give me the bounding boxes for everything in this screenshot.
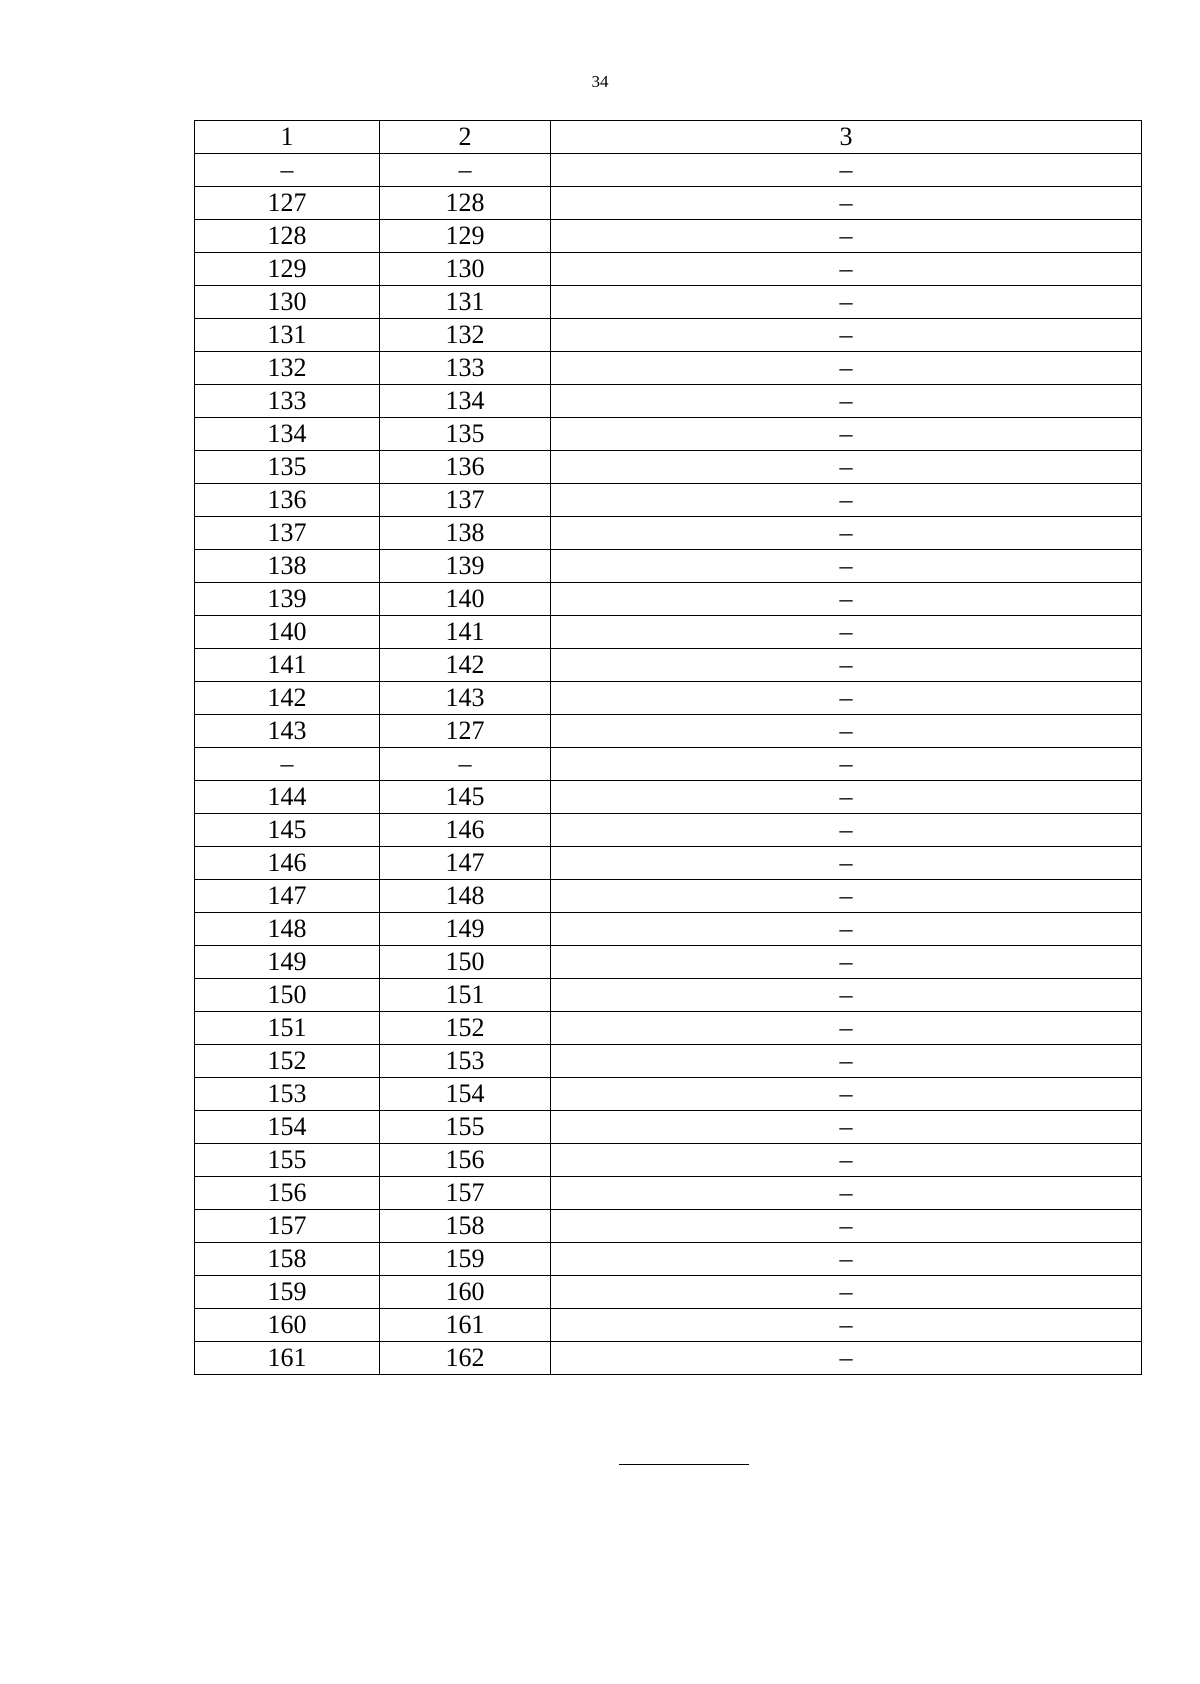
table-cell-col-1: 139 <box>195 583 380 616</box>
table-row <box>195 187 1142 220</box>
data-table <box>194 120 1142 1375</box>
table-cell-col-2: 160 <box>380 1276 551 1309</box>
table-cell-col-3: – <box>551 1276 1142 1309</box>
table-row <box>195 1243 1142 1276</box>
table-cell-col-2: 141 <box>380 616 551 649</box>
table-row <box>195 1177 1142 1210</box>
table-cell-col-2: 150 <box>380 946 551 979</box>
table-row <box>195 1210 1142 1243</box>
table-cell-col-2: 128 <box>380 187 551 220</box>
table-cell-col-1: 160 <box>195 1309 380 1342</box>
table-cell-col-3: – <box>551 616 1142 649</box>
table-row <box>195 451 1142 484</box>
table-cell-col-3: – <box>551 253 1142 286</box>
table-cell-col-3: – <box>551 1111 1142 1144</box>
table-cell-col-3: – <box>551 418 1142 451</box>
table-cell-col-3: – <box>551 187 1142 220</box>
table-cell-col-1: 136 <box>195 484 380 517</box>
table-cell-col-2: 155 <box>380 1111 551 1144</box>
table-cell-col-1: 129 <box>195 253 380 286</box>
table-cell-col-2: 151 <box>380 979 551 1012</box>
table-row <box>195 748 1142 781</box>
table-cell-col-1: 146 <box>195 847 380 880</box>
table-cell-col-2: 161 <box>380 1309 551 1342</box>
table-cell-col-1: 157 <box>195 1210 380 1243</box>
column-header-1: 1 <box>195 121 380 154</box>
table-cell-col-1: 142 <box>195 682 380 715</box>
table-cell-col-2: 143 <box>380 682 551 715</box>
table-cell-col-1: 134 <box>195 418 380 451</box>
table-cell-col-2: 133 <box>380 352 551 385</box>
table-cell-col-3: – <box>551 913 1142 946</box>
table-row <box>195 781 1142 814</box>
table-cell-col-3: – <box>551 1243 1142 1276</box>
table-cell-col-2: 152 <box>380 1012 551 1045</box>
table-cell-col-3: – <box>551 154 1142 187</box>
table-cell-col-3: – <box>551 517 1142 550</box>
table-cell-col-2: 156 <box>380 1144 551 1177</box>
table-cell-col-2: 138 <box>380 517 551 550</box>
table-cell-col-2: 136 <box>380 451 551 484</box>
table-cell-col-3: – <box>551 946 1142 979</box>
table-row <box>195 1078 1142 1111</box>
table-row <box>195 286 1142 319</box>
table-row <box>195 1276 1142 1309</box>
table-cell-col-2: 135 <box>380 418 551 451</box>
table-cell-col-1: 152 <box>195 1045 380 1078</box>
table-cell-col-1: 150 <box>195 979 380 1012</box>
table-cell-col-3: – <box>551 550 1142 583</box>
table-row <box>195 352 1142 385</box>
table-cell-col-3: – <box>551 748 1142 781</box>
table-cell-col-3: – <box>551 814 1142 847</box>
table-cell-col-2: 159 <box>380 1243 551 1276</box>
table-cell-col-1: 141 <box>195 649 380 682</box>
table-cell-col-2: 158 <box>380 1210 551 1243</box>
table-row <box>195 220 1142 253</box>
table-cell-col-3: – <box>551 781 1142 814</box>
table-cell-col-1: 154 <box>195 1111 380 1144</box>
table-cell-col-3: – <box>551 583 1142 616</box>
table-cell-col-3: – <box>551 319 1142 352</box>
table-row <box>195 1144 1142 1177</box>
table-cell-col-2: 148 <box>380 880 551 913</box>
table-cell-col-3: – <box>551 451 1142 484</box>
table-row <box>195 913 1142 946</box>
table-row <box>195 484 1142 517</box>
table-cell-col-3: – <box>551 1177 1142 1210</box>
table-cell-col-2: 153 <box>380 1045 551 1078</box>
table-cell-col-2: 134 <box>380 385 551 418</box>
table-cell-col-2: 139 <box>380 550 551 583</box>
table-row <box>195 154 1142 187</box>
table-cell-col-1: 158 <box>195 1243 380 1276</box>
table-cell-col-1: 131 <box>195 319 380 352</box>
column-header-2: 2 <box>380 121 551 154</box>
table-cell-col-1: 138 <box>195 550 380 583</box>
table-cell-col-1: 149 <box>195 946 380 979</box>
table-row <box>195 1309 1142 1342</box>
table-cell-col-3: – <box>551 352 1142 385</box>
table-cell-col-2: – <box>380 154 551 187</box>
table-cell-col-1: – <box>195 154 380 187</box>
table-cell-col-1: 159 <box>195 1276 380 1309</box>
table-cell-col-3: – <box>551 847 1142 880</box>
table-row <box>195 715 1142 748</box>
table-cell-col-2: 132 <box>380 319 551 352</box>
table-cell-col-3: – <box>551 682 1142 715</box>
table-cell-col-3: – <box>551 1078 1142 1111</box>
table-cell-col-2: 131 <box>380 286 551 319</box>
table-cell-col-3: – <box>551 715 1142 748</box>
table-row <box>195 253 1142 286</box>
table-cell-col-2: 147 <box>380 847 551 880</box>
table-row <box>195 517 1142 550</box>
table-cell-col-1: 130 <box>195 286 380 319</box>
table-row <box>195 1012 1142 1045</box>
table-cell-col-2: 127 <box>380 715 551 748</box>
table-cell-col-1: 132 <box>195 352 380 385</box>
table-cell-col-2: 140 <box>380 583 551 616</box>
table-cell-col-1: – <box>195 748 380 781</box>
table-cell-col-1: 143 <box>195 715 380 748</box>
table-cell-col-3: – <box>551 1309 1142 1342</box>
table-cell-col-3: – <box>551 1342 1142 1375</box>
page-number: 34 <box>591 72 609 91</box>
end-of-page-rule <box>619 1464 749 1465</box>
table-row <box>195 1342 1142 1375</box>
table-row <box>195 979 1142 1012</box>
table-row <box>195 1111 1142 1144</box>
table-row <box>195 880 1142 913</box>
table-cell-col-3: – <box>551 1045 1142 1078</box>
table-cell-col-2: 146 <box>380 814 551 847</box>
table-row <box>195 319 1142 352</box>
table-row <box>195 616 1142 649</box>
table-cell-col-2: 142 <box>380 649 551 682</box>
table-cell-col-1: 161 <box>195 1342 380 1375</box>
table-cell-col-1: 133 <box>195 385 380 418</box>
table-cell-col-2: 137 <box>380 484 551 517</box>
table-cell-col-1: 128 <box>195 220 380 253</box>
table-row <box>195 385 1142 418</box>
table-cell-col-1: 148 <box>195 913 380 946</box>
table-row <box>195 418 1142 451</box>
table-cell-col-1: 140 <box>195 616 380 649</box>
table-cell-col-2: 162 <box>380 1342 551 1375</box>
table-cell-col-1: 156 <box>195 1177 380 1210</box>
table-row <box>195 847 1142 880</box>
table-row <box>195 583 1142 616</box>
column-header-3: 3 <box>551 121 1142 154</box>
table-row <box>195 814 1142 847</box>
table-cell-col-3: – <box>551 1012 1142 1045</box>
table-cell-col-1: 137 <box>195 517 380 550</box>
table-row <box>195 682 1142 715</box>
table-cell-col-1: 144 <box>195 781 380 814</box>
table-header-row <box>195 121 1142 154</box>
table-cell-col-3: – <box>551 1210 1142 1243</box>
table-cell-col-1: 145 <box>195 814 380 847</box>
table-cell-col-3: – <box>551 385 1142 418</box>
table-cell-col-3: – <box>551 286 1142 319</box>
table-cell-col-1: 127 <box>195 187 380 220</box>
table-cell-col-2: 129 <box>380 220 551 253</box>
table-row <box>195 649 1142 682</box>
table-cell-col-3: – <box>551 484 1142 517</box>
table-cell-col-1: 153 <box>195 1078 380 1111</box>
table-cell-col-1: 135 <box>195 451 380 484</box>
table-cell-col-2: – <box>380 748 551 781</box>
table-cell-col-2: 130 <box>380 253 551 286</box>
table-cell-col-1: 147 <box>195 880 380 913</box>
table-row <box>195 946 1142 979</box>
table-cell-col-2: 157 <box>380 1177 551 1210</box>
table-cell-col-2: 154 <box>380 1078 551 1111</box>
table-cell-col-3: – <box>551 979 1142 1012</box>
table-row <box>195 1045 1142 1078</box>
table-body <box>195 154 1142 1375</box>
table-cell-col-3: – <box>551 220 1142 253</box>
table-cell-col-3: – <box>551 649 1142 682</box>
table-cell-col-1: 155 <box>195 1144 380 1177</box>
table-cell-col-2: 149 <box>380 913 551 946</box>
table-row <box>195 550 1142 583</box>
table-cell-col-3: – <box>551 880 1142 913</box>
table-cell-col-2: 145 <box>380 781 551 814</box>
table-cell-col-3: – <box>551 1144 1142 1177</box>
table-cell-col-1: 151 <box>195 1012 380 1045</box>
